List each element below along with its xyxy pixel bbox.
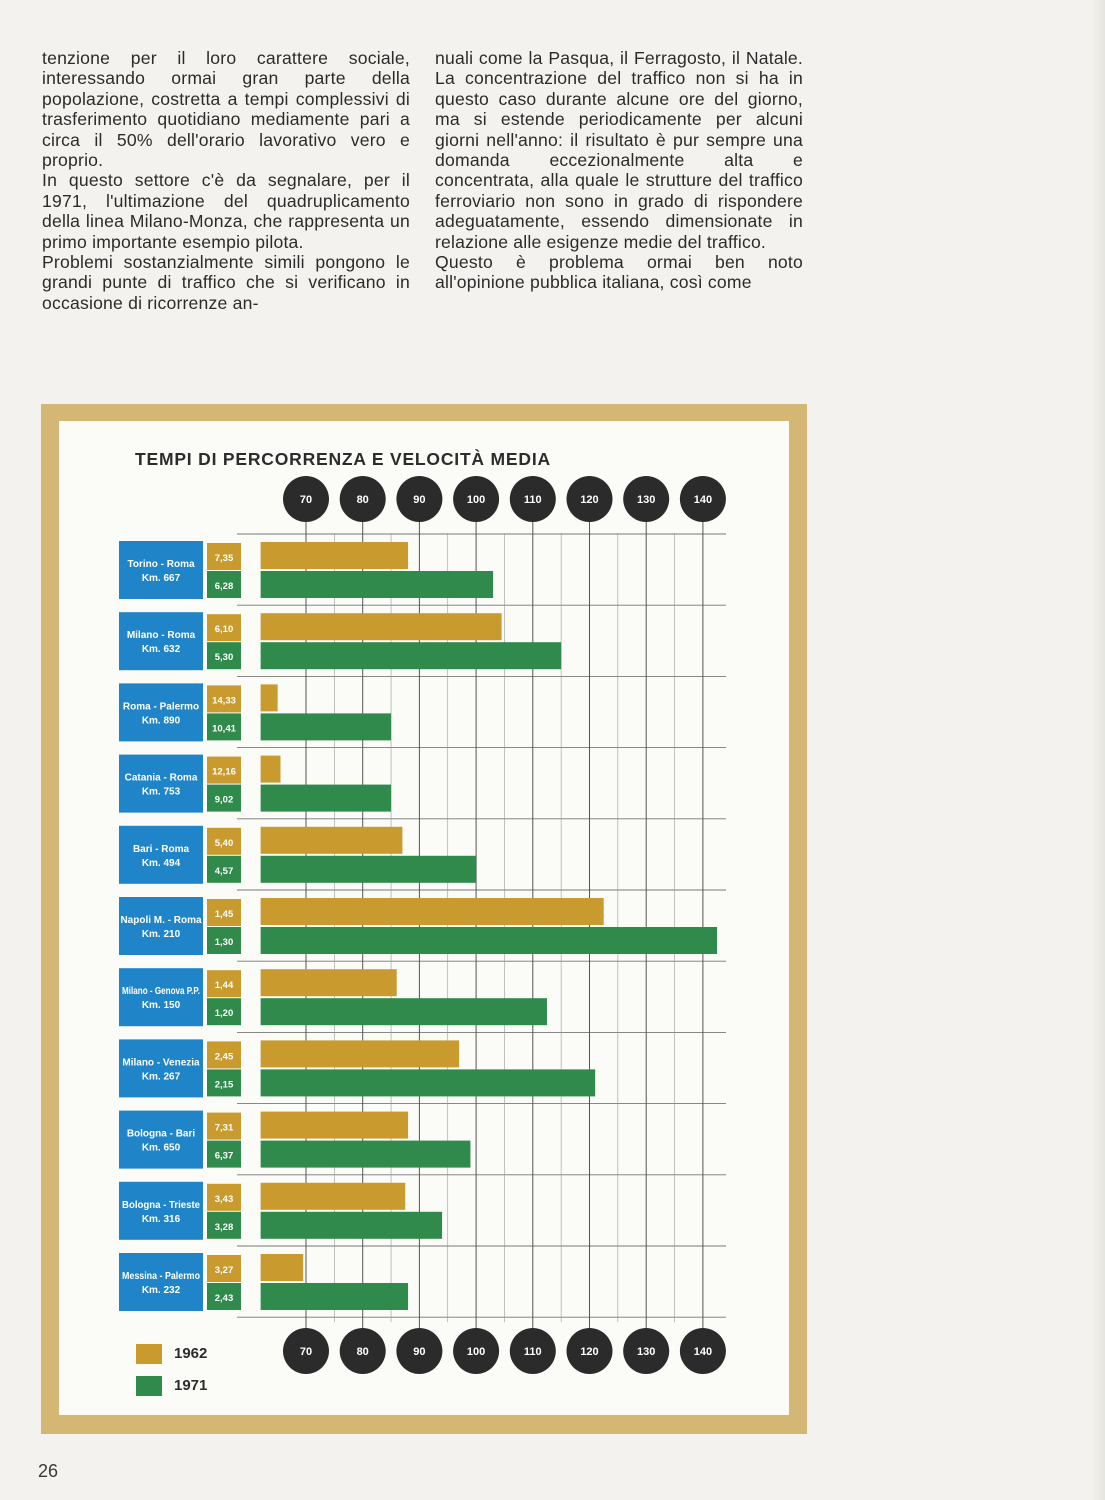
text-column-left — [42, 48, 410, 313]
bar-1962 — [261, 1183, 406, 1210]
chart-panel — [59, 421, 789, 1415]
route-name: Milano - Genova P.P. — [122, 986, 201, 998]
bar-1962 — [261, 969, 397, 996]
bar-1962 — [261, 684, 278, 711]
axis-tick-label: 120 — [580, 494, 599, 506]
time-label-1962: 6,10 — [214, 624, 234, 636]
axis-tick-label: 110 — [523, 1346, 542, 1358]
route-label-box — [119, 897, 203, 955]
route-name: Napoli M. - Roma — [120, 915, 202, 926]
time-label-1962: 1,45 — [214, 909, 234, 920]
route-km: Km. 667 — [141, 573, 181, 584]
route-km: Km. 494 — [141, 857, 181, 869]
bar-1971 — [261, 856, 476, 883]
axis-tick-label: 70 — [299, 494, 313, 506]
route-km: Km. 210 — [141, 929, 181, 940]
axis-tick-label: 70 — [299, 1346, 313, 1358]
legend-swatch-1971 — [136, 1376, 162, 1396]
bar-1971 — [261, 1069, 596, 1096]
paragraph: Questo è problema ormai ben noto all'opinione pubblica italiana, così come — [435, 252, 803, 293]
axis-tick-label: 130 — [637, 1346, 656, 1358]
route-km: Km. 650 — [141, 1142, 181, 1154]
time-label-1971: 2,15 — [214, 1079, 234, 1091]
time-label-1962: 2,45 — [214, 1051, 234, 1063]
time-label-1962: 7,31 — [214, 1122, 234, 1134]
route-label-box — [119, 541, 203, 599]
bar-1971 — [261, 1212, 442, 1239]
axis-tick-label: 140 — [693, 494, 713, 506]
axis-tick-label: 100 — [466, 1346, 486, 1358]
route-name: Torino - Roma — [127, 559, 195, 570]
page-number: 26 — [38, 1461, 59, 1481]
time-label-1962: 12,16 — [212, 766, 236, 778]
bar-1971 — [261, 571, 493, 598]
bar-1962 — [261, 1112, 408, 1139]
time-label-1971: 1,20 — [214, 1008, 234, 1020]
time-label-1962: 3,27 — [214, 1265, 234, 1276]
bar-1962 — [261, 756, 281, 783]
route-name: Milano - Roma — [126, 630, 196, 642]
axis-tick-label: 90 — [413, 494, 426, 506]
legend-label: 1962 — [174, 1345, 208, 1362]
time-label-1971: 4,57 — [214, 865, 234, 877]
bar-1962 — [261, 542, 408, 569]
bar-1971 — [261, 785, 391, 812]
axis-tick-label: 80 — [356, 494, 369, 506]
route-label-box — [119, 1253, 203, 1311]
bar-1971 — [261, 998, 547, 1025]
route-name: Messina - Palermo — [122, 1271, 200, 1282]
speed-bar-chart — [59, 421, 789, 1415]
axis-tick-label: 110 — [523, 494, 542, 506]
time-label-1971: 9,02 — [214, 794, 234, 806]
bar-1971 — [261, 1283, 408, 1310]
bar-1962 — [261, 1254, 304, 1281]
route-km: Km. 150 — [141, 1000, 181, 1012]
bar-1962 — [261, 613, 502, 640]
route-km: Km. 753 — [141, 786, 181, 798]
axis-tick-label: 100 — [466, 494, 486, 506]
paragraph: In questo settore c'è da segnalare, per il 1971, l'ultimazione del quadruplicamento della linea Milano-Monza, che rappresenta un primo importante esempio pilota. — [42, 170, 410, 252]
paragraph: tenzione per il loro carattere sociale, interessando ormai gran parte della popolazione, costretta a tempi complessivi di trasferimento quotidiano mediamente pari a circa il 50% dell'orario lavorativo vero e proprio. — [42, 48, 410, 171]
route-km: Km. 232 — [141, 1285, 181, 1296]
text-column-right — [435, 48, 803, 293]
route-name: Catania - Roma — [124, 772, 198, 784]
chart-title: TEMPI DI PERCORRENZA E VELOCITÀ MEDIA — [135, 449, 551, 469]
paragraph: nuali come la Pasqua, il Ferragosto, il Natale. La concentrazione del traffico non si ha in questo caso durante alcune ore del giorno, ma si estende periodicamente per alcuni giorni nell'anno: il risultato è pur sempre una domanda eccezionalmente alta e concentrata, alla quale le strutture del traffico ferroviario non sono in grado di rispondere adeguatamente, essendo dimensionate in relazione alle esigenze medie del traffico. — [435, 48, 803, 252]
bar-1962 — [261, 827, 403, 854]
bar-1971 — [261, 642, 562, 669]
time-label-1971: 3,28 — [214, 1221, 234, 1233]
axis-tick-label: 90 — [413, 1346, 426, 1358]
legend-swatch-1962 — [136, 1344, 162, 1364]
route-km: Km. 267 — [141, 1071, 181, 1083]
time-label-1962: 3,43 — [214, 1193, 234, 1205]
bar-1971 — [261, 927, 717, 954]
time-label-1971: 2,43 — [214, 1293, 234, 1304]
page-edge — [1091, 0, 1105, 1500]
bar-1971 — [261, 1141, 471, 1168]
time-label-1962: 7,35 — [214, 553, 234, 564]
bar-1971 — [261, 713, 391, 740]
time-label-1971: 6,28 — [214, 581, 234, 592]
time-label-1971: 5,30 — [214, 652, 234, 664]
route-name: Milano - Venezia — [122, 1057, 200, 1069]
legend-label: 1971 — [174, 1377, 208, 1394]
route-km: Km. 890 — [141, 715, 181, 727]
paragraph: Problemi sostanzialmente simili pongono le grandi punte di traffico che si verificano in occasione di ricorrenze an- — [42, 252, 410, 313]
axis-tick-label: 120 — [580, 1346, 599, 1358]
time-label-1962: 5,40 — [214, 837, 234, 849]
route-name: Bologna - Bari — [126, 1128, 196, 1140]
axis-tick-label: 80 — [356, 1346, 369, 1358]
time-label-1962: 1,44 — [214, 980, 234, 992]
time-label-1971: 1,30 — [214, 937, 234, 948]
route-name: Bologna - Trieste — [122, 1199, 201, 1211]
axis-tick-label: 140 — [693, 1346, 713, 1358]
chart-frame — [41, 404, 807, 1434]
route-name: Roma - Palermo — [122, 701, 200, 713]
bar-1962 — [261, 1040, 459, 1067]
time-label-1971: 6,37 — [214, 1150, 234, 1162]
bar-1962 — [261, 898, 604, 925]
route-name: Bari - Roma — [132, 843, 190, 855]
route-km: Km. 632 — [141, 644, 181, 656]
route-km: Km. 316 — [141, 1213, 181, 1225]
time-label-1971: 10,41 — [212, 723, 236, 735]
time-label-1962: 14,33 — [212, 695, 236, 707]
axis-tick-label: 130 — [637, 494, 656, 506]
